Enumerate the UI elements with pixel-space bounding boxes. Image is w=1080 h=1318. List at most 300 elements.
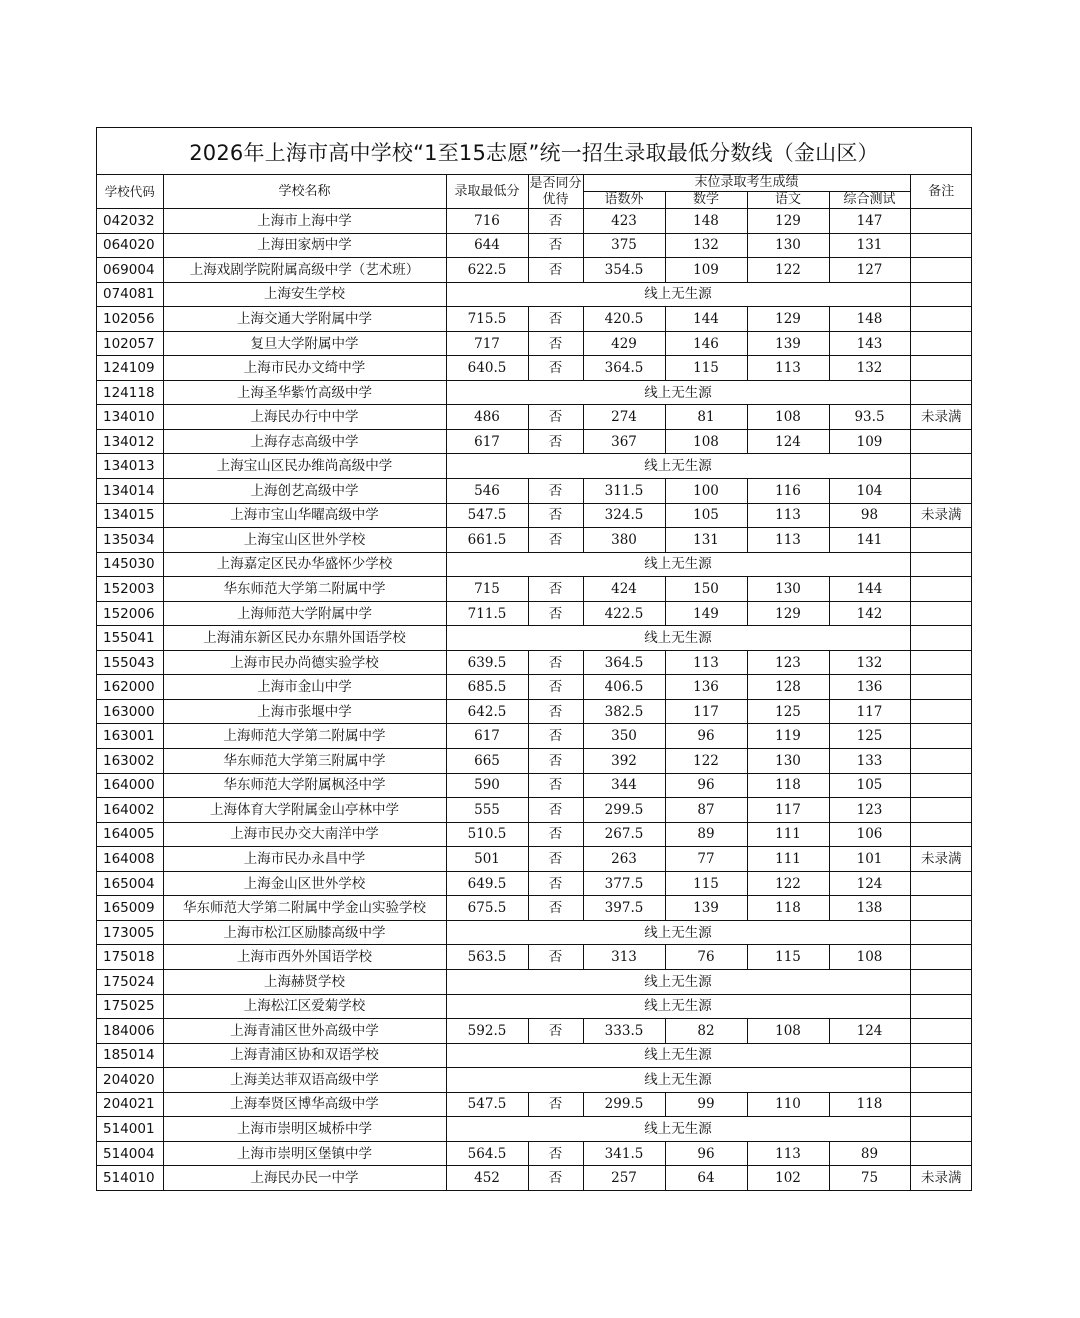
score-chinese: 129 bbox=[747, 601, 829, 626]
score-ysw: 350 bbox=[583, 724, 665, 749]
tie-priority: 否 bbox=[528, 258, 583, 283]
score-comprehensive: 132 bbox=[829, 650, 910, 675]
score-math: 131 bbox=[665, 528, 747, 553]
note-cell bbox=[910, 1141, 972, 1166]
school-name: 上海宝山区民办维尚高级中学 bbox=[163, 454, 446, 479]
score-math: 115 bbox=[665, 871, 747, 896]
score-chinese: 113 bbox=[747, 356, 829, 381]
score-chinese: 113 bbox=[747, 528, 829, 553]
no-applicants-cell: 线上无生源 bbox=[446, 626, 910, 651]
school-code: 102057 bbox=[97, 331, 163, 356]
table-row bbox=[97, 503, 972, 528]
school-name: 上海市民办文绮中学 bbox=[163, 356, 446, 381]
score-ysw: 377.5 bbox=[583, 871, 665, 896]
note-cell bbox=[910, 380, 972, 405]
table-row bbox=[97, 1117, 972, 1142]
table-row bbox=[97, 601, 972, 626]
tie-priority: 否 bbox=[528, 1141, 583, 1166]
note-cell bbox=[910, 724, 972, 749]
tie-priority: 否 bbox=[528, 1166, 583, 1190]
score-comprehensive: 123 bbox=[829, 798, 910, 823]
school-code: 514004 bbox=[97, 1141, 163, 1166]
score-ysw: 257 bbox=[583, 1166, 665, 1190]
header-code: 学校代码 bbox=[97, 175, 163, 209]
note-cell: 未录满 bbox=[910, 405, 972, 430]
score-ysw: 299.5 bbox=[583, 798, 665, 823]
min-score: 685.5 bbox=[446, 675, 528, 700]
note-cell bbox=[910, 454, 972, 479]
header-last-admitted: 末位录取考生成绩 bbox=[583, 175, 910, 192]
school-code: 175024 bbox=[97, 969, 163, 994]
table-row bbox=[97, 675, 972, 700]
note-cell bbox=[910, 699, 972, 724]
note-cell bbox=[910, 969, 972, 994]
tie-priority: 否 bbox=[528, 1019, 583, 1044]
table-row bbox=[97, 429, 972, 454]
score-math: 96 bbox=[665, 773, 747, 798]
tie-priority: 否 bbox=[528, 749, 583, 774]
score-comprehensive: 106 bbox=[829, 822, 910, 847]
table-row bbox=[97, 994, 972, 1019]
table-row bbox=[97, 479, 972, 504]
table-row bbox=[97, 920, 972, 945]
table-row bbox=[97, 1141, 972, 1166]
school-code: 163001 bbox=[97, 724, 163, 749]
table-row bbox=[97, 749, 972, 774]
note-cell: 未录满 bbox=[910, 1166, 972, 1190]
score-chinese: 128 bbox=[747, 675, 829, 700]
school-code: 173005 bbox=[97, 920, 163, 945]
min-score: 715.5 bbox=[446, 307, 528, 332]
tie-priority: 否 bbox=[528, 307, 583, 332]
school-code: 155043 bbox=[97, 650, 163, 675]
min-score: 675.5 bbox=[446, 896, 528, 921]
score-math: 109 bbox=[665, 258, 747, 283]
score-math: 144 bbox=[665, 307, 747, 332]
note-cell bbox=[910, 1117, 972, 1142]
header-chinese: 语文 bbox=[747, 192, 829, 209]
tie-priority: 否 bbox=[528, 798, 583, 823]
tie-priority: 否 bbox=[528, 847, 583, 872]
tie-priority: 否 bbox=[528, 528, 583, 553]
score-comprehensive: 147 bbox=[829, 209, 910, 234]
min-score: 717 bbox=[446, 331, 528, 356]
score-math: 136 bbox=[665, 675, 747, 700]
score-math: 96 bbox=[665, 724, 747, 749]
score-math: 113 bbox=[665, 650, 747, 675]
note-cell: 未录满 bbox=[910, 847, 972, 872]
school-name: 上海赫贤学校 bbox=[163, 969, 446, 994]
min-score: 644 bbox=[446, 233, 528, 258]
score-chinese: 111 bbox=[747, 847, 829, 872]
note-cell bbox=[910, 528, 972, 553]
min-score: 555 bbox=[446, 798, 528, 823]
school-name: 上海安生学校 bbox=[163, 282, 446, 307]
school-name: 上海市松江区励膝高级中学 bbox=[163, 920, 446, 945]
score-comprehensive: 105 bbox=[829, 773, 910, 798]
school-name: 华东师范大学附属枫泾中学 bbox=[163, 773, 446, 798]
score-ysw: 429 bbox=[583, 331, 665, 356]
score-math: 99 bbox=[665, 1092, 747, 1117]
score-chinese: 110 bbox=[747, 1092, 829, 1117]
tie-priority: 否 bbox=[528, 405, 583, 430]
score-chinese: 118 bbox=[747, 896, 829, 921]
school-name: 上海市上海中学 bbox=[163, 209, 446, 234]
school-code: 164008 bbox=[97, 847, 163, 872]
score-math: 149 bbox=[665, 601, 747, 626]
score-ysw: 382.5 bbox=[583, 699, 665, 724]
no-applicants-cell: 线上无生源 bbox=[446, 282, 910, 307]
school-name: 上海市金山中学 bbox=[163, 675, 446, 700]
note-cell bbox=[910, 1043, 972, 1068]
no-applicants-cell: 线上无生源 bbox=[446, 920, 910, 945]
school-name: 上海美达菲双语高级中学 bbox=[163, 1068, 446, 1093]
score-ysw: 311.5 bbox=[583, 479, 665, 504]
tie-priority: 否 bbox=[528, 773, 583, 798]
note-cell bbox=[910, 233, 972, 258]
school-code: 069004 bbox=[97, 258, 163, 283]
score-math: 96 bbox=[665, 1141, 747, 1166]
min-score: 649.5 bbox=[446, 871, 528, 896]
school-name: 上海嘉定区民办华盛怀少学校 bbox=[163, 552, 446, 577]
school-code: 514010 bbox=[97, 1166, 163, 1190]
score-comprehensive: 124 bbox=[829, 1019, 910, 1044]
score-chinese: 129 bbox=[747, 209, 829, 234]
school-code: 134010 bbox=[97, 405, 163, 430]
school-name: 上海市民办交大南洋中学 bbox=[163, 822, 446, 847]
note-cell bbox=[910, 773, 972, 798]
score-comprehensive: 117 bbox=[829, 699, 910, 724]
min-score: 617 bbox=[446, 724, 528, 749]
score-math: 77 bbox=[665, 847, 747, 872]
table-row bbox=[97, 209, 972, 234]
school-name: 上海圣华紫竹高级中学 bbox=[163, 380, 446, 405]
school-name: 上海交通大学附属中学 bbox=[163, 307, 446, 332]
school-code: 204020 bbox=[97, 1068, 163, 1093]
note-cell bbox=[910, 994, 972, 1019]
header-tie: 是否同分优待 bbox=[529, 175, 582, 207]
header-comprehensive: 综合测试 bbox=[829, 192, 910, 209]
school-code: 152006 bbox=[97, 601, 163, 626]
score-math: 139 bbox=[665, 896, 747, 921]
score-math: 148 bbox=[665, 209, 747, 234]
table-row bbox=[97, 1019, 972, 1044]
min-score: 640.5 bbox=[446, 356, 528, 381]
school-name: 上海戏剧学院附属高级中学（艺术班） bbox=[163, 258, 446, 283]
score-chinese: 119 bbox=[747, 724, 829, 749]
school-code: 134012 bbox=[97, 429, 163, 454]
score-chinese: 130 bbox=[747, 749, 829, 774]
school-code: 185014 bbox=[97, 1043, 163, 1068]
score-comprehensive: 142 bbox=[829, 601, 910, 626]
school-name: 上海体育大学附属金山亭林中学 bbox=[163, 798, 446, 823]
school-code: 152003 bbox=[97, 577, 163, 602]
min-score: 547.5 bbox=[446, 503, 528, 528]
tie-priority: 否 bbox=[528, 479, 583, 504]
school-name: 上海创艺高级中学 bbox=[163, 479, 446, 504]
score-comprehensive: 93.5 bbox=[829, 405, 910, 430]
score-comprehensive: 131 bbox=[829, 233, 910, 258]
tie-priority: 否 bbox=[528, 577, 583, 602]
score-math: 87 bbox=[665, 798, 747, 823]
school-name: 上海民办行中中学 bbox=[163, 405, 446, 430]
score-math: 115 bbox=[665, 356, 747, 381]
note-cell bbox=[910, 626, 972, 651]
school-name: 上海师范大学第二附属中学 bbox=[163, 724, 446, 749]
tie-priority: 否 bbox=[528, 699, 583, 724]
score-chinese: 102 bbox=[747, 1166, 829, 1190]
note-cell bbox=[910, 577, 972, 602]
score-math: 108 bbox=[665, 429, 747, 454]
note-cell bbox=[910, 429, 972, 454]
score-comprehensive: 101 bbox=[829, 847, 910, 872]
header-math: 数学 bbox=[665, 192, 747, 209]
school-name: 上海市西外外国语学校 bbox=[163, 945, 446, 970]
min-score: 622.5 bbox=[446, 258, 528, 283]
min-score: 665 bbox=[446, 749, 528, 774]
score-ysw: 423 bbox=[583, 209, 665, 234]
tie-priority: 否 bbox=[528, 601, 583, 626]
school-code: 102056 bbox=[97, 307, 163, 332]
table-row bbox=[97, 945, 972, 970]
score-comprehensive: 127 bbox=[829, 258, 910, 283]
tie-priority: 否 bbox=[528, 209, 583, 234]
no-applicants-cell: 线上无生源 bbox=[446, 994, 910, 1019]
school-code: 074081 bbox=[97, 282, 163, 307]
score-math: 64 bbox=[665, 1166, 747, 1190]
page-title: 2026年上海市高中学校“1至15志愿”统一招生录取最低分数线（金山区） bbox=[97, 128, 971, 175]
no-applicants-cell: 线上无生源 bbox=[446, 1117, 910, 1142]
note-cell bbox=[910, 822, 972, 847]
score-math: 100 bbox=[665, 479, 747, 504]
score-chinese: 124 bbox=[747, 429, 829, 454]
min-score: 661.5 bbox=[446, 528, 528, 553]
score-ysw: 267.5 bbox=[583, 822, 665, 847]
school-code: 165009 bbox=[97, 896, 163, 921]
min-score: 510.5 bbox=[446, 822, 528, 847]
score-chinese: 113 bbox=[747, 1141, 829, 1166]
score-comprehensive: 124 bbox=[829, 871, 910, 896]
min-score: 716 bbox=[446, 209, 528, 234]
no-applicants-cell: 线上无生源 bbox=[446, 552, 910, 577]
min-score: 642.5 bbox=[446, 699, 528, 724]
note-cell: 未录满 bbox=[910, 503, 972, 528]
table-row bbox=[97, 454, 972, 479]
school-name: 上海市崇明区城桥中学 bbox=[163, 1117, 446, 1142]
min-score: 547.5 bbox=[446, 1092, 528, 1117]
min-score: 563.5 bbox=[446, 945, 528, 970]
school-code: 164000 bbox=[97, 773, 163, 798]
note-cell bbox=[910, 1092, 972, 1117]
table-row bbox=[97, 1043, 972, 1068]
score-ysw: 375 bbox=[583, 233, 665, 258]
table-row bbox=[97, 847, 972, 872]
score-math: 117 bbox=[665, 699, 747, 724]
score-chinese: 111 bbox=[747, 822, 829, 847]
score-chinese: 116 bbox=[747, 479, 829, 504]
school-code: 175025 bbox=[97, 994, 163, 1019]
tie-priority: 否 bbox=[528, 871, 583, 896]
note-cell bbox=[910, 479, 972, 504]
school-code: 204021 bbox=[97, 1092, 163, 1117]
score-ysw: 313 bbox=[583, 945, 665, 970]
score-chinese: 108 bbox=[747, 1019, 829, 1044]
score-ysw: 324.5 bbox=[583, 503, 665, 528]
school-name: 上海市宝山华曜高级中学 bbox=[163, 503, 446, 528]
score-comprehensive: 89 bbox=[829, 1141, 910, 1166]
score-comprehensive: 98 bbox=[829, 503, 910, 528]
score-chinese: 118 bbox=[747, 773, 829, 798]
tie-priority: 否 bbox=[528, 945, 583, 970]
school-code: 124118 bbox=[97, 380, 163, 405]
header-note: 备注 bbox=[910, 175, 972, 209]
note-cell bbox=[910, 650, 972, 675]
tie-priority: 否 bbox=[528, 650, 583, 675]
score-math: 82 bbox=[665, 1019, 747, 1044]
tie-priority: 否 bbox=[528, 1092, 583, 1117]
score-chinese: 129 bbox=[747, 307, 829, 332]
school-code: 163002 bbox=[97, 749, 163, 774]
score-ysw: 420.5 bbox=[583, 307, 665, 332]
min-score: 501 bbox=[446, 847, 528, 872]
min-score: 590 bbox=[446, 773, 528, 798]
min-score: 486 bbox=[446, 405, 528, 430]
score-comprehensive: 109 bbox=[829, 429, 910, 454]
score-ysw: 344 bbox=[583, 773, 665, 798]
school-name: 上海市崇明区堡镇中学 bbox=[163, 1141, 446, 1166]
table-row bbox=[97, 798, 972, 823]
note-cell bbox=[910, 601, 972, 626]
school-code: 134013 bbox=[97, 454, 163, 479]
note-cell bbox=[910, 896, 972, 921]
min-score: 592.5 bbox=[446, 1019, 528, 1044]
school-code: 134015 bbox=[97, 503, 163, 528]
score-math: 122 bbox=[665, 749, 747, 774]
score-comprehensive: 118 bbox=[829, 1092, 910, 1117]
no-applicants-cell: 线上无生源 bbox=[446, 380, 910, 405]
min-score: 546 bbox=[446, 479, 528, 504]
score-math: 105 bbox=[665, 503, 747, 528]
table-row bbox=[97, 896, 972, 921]
school-name: 华东师范大学第二附属中学金山实验学校 bbox=[163, 896, 446, 921]
score-table bbox=[97, 175, 972, 1190]
table-row bbox=[97, 1068, 972, 1093]
min-score: 639.5 bbox=[446, 650, 528, 675]
school-name: 华东师范大学第二附属中学 bbox=[163, 577, 446, 602]
tie-priority: 否 bbox=[528, 356, 583, 381]
tie-priority: 否 bbox=[528, 822, 583, 847]
table-row bbox=[97, 724, 972, 749]
school-name: 上海市民办永昌中学 bbox=[163, 847, 446, 872]
school-name: 上海宝山区世外学校 bbox=[163, 528, 446, 553]
school-name: 上海市民办尚德实验学校 bbox=[163, 650, 446, 675]
school-name: 华东师范大学第三附属中学 bbox=[163, 749, 446, 774]
score-ysw: 333.5 bbox=[583, 1019, 665, 1044]
score-ysw: 422.5 bbox=[583, 601, 665, 626]
note-cell bbox=[910, 1019, 972, 1044]
table-row bbox=[97, 650, 972, 675]
note-cell bbox=[910, 749, 972, 774]
score-chinese: 123 bbox=[747, 650, 829, 675]
score-ysw: 380 bbox=[583, 528, 665, 553]
note-cell bbox=[910, 1068, 972, 1093]
table-row bbox=[97, 822, 972, 847]
score-ysw: 367 bbox=[583, 429, 665, 454]
school-code: 135034 bbox=[97, 528, 163, 553]
score-ysw: 364.5 bbox=[583, 650, 665, 675]
note-cell bbox=[910, 675, 972, 700]
table-body bbox=[97, 209, 972, 1190]
table-row bbox=[97, 528, 972, 553]
note-cell bbox=[910, 798, 972, 823]
table-row bbox=[97, 258, 972, 283]
school-name: 上海存志高级中学 bbox=[163, 429, 446, 454]
score-ysw: 263 bbox=[583, 847, 665, 872]
note-cell bbox=[910, 356, 972, 381]
score-comprehensive: 104 bbox=[829, 479, 910, 504]
score-chinese: 125 bbox=[747, 699, 829, 724]
score-table-sheet bbox=[96, 127, 972, 1191]
score-math: 132 bbox=[665, 233, 747, 258]
score-chinese: 130 bbox=[747, 233, 829, 258]
table-row bbox=[97, 356, 972, 381]
school-code: 184006 bbox=[97, 1019, 163, 1044]
note-cell bbox=[910, 945, 972, 970]
score-comprehensive: 148 bbox=[829, 307, 910, 332]
tie-priority: 否 bbox=[528, 724, 583, 749]
tie-priority: 否 bbox=[528, 331, 583, 356]
school-name: 上海师范大学附属中学 bbox=[163, 601, 446, 626]
min-score: 711.5 bbox=[446, 601, 528, 626]
table-row bbox=[97, 626, 972, 651]
score-chinese: 108 bbox=[747, 405, 829, 430]
score-comprehensive: 138 bbox=[829, 896, 910, 921]
score-ysw: 397.5 bbox=[583, 896, 665, 921]
table-row bbox=[97, 380, 972, 405]
school-name: 上海市张堰中学 bbox=[163, 699, 446, 724]
school-code: 134014 bbox=[97, 479, 163, 504]
tie-priority: 否 bbox=[528, 896, 583, 921]
table-row bbox=[97, 1092, 972, 1117]
tie-priority: 否 bbox=[528, 233, 583, 258]
score-comprehensive: 141 bbox=[829, 528, 910, 553]
tie-priority: 否 bbox=[528, 675, 583, 700]
score-math: 81 bbox=[665, 405, 747, 430]
school-name: 上海奉贤区博华高级中学 bbox=[163, 1092, 446, 1117]
score-ysw: 406.5 bbox=[583, 675, 665, 700]
school-code: 162000 bbox=[97, 675, 163, 700]
min-score: 564.5 bbox=[446, 1141, 528, 1166]
header-name: 学校名称 bbox=[163, 175, 446, 209]
no-applicants-cell: 线上无生源 bbox=[446, 454, 910, 479]
school-name: 上海民办民一中学 bbox=[163, 1166, 446, 1190]
table-row bbox=[97, 969, 972, 994]
table-row bbox=[97, 699, 972, 724]
score-chinese: 122 bbox=[747, 871, 829, 896]
school-name: 上海松江区爱菊学校 bbox=[163, 994, 446, 1019]
score-chinese: 139 bbox=[747, 331, 829, 356]
school-code: 155041 bbox=[97, 626, 163, 651]
school-code: 163000 bbox=[97, 699, 163, 724]
score-comprehensive: 133 bbox=[829, 749, 910, 774]
school-name: 上海青浦区世外高级中学 bbox=[163, 1019, 446, 1044]
score-math: 146 bbox=[665, 331, 747, 356]
school-code: 064020 bbox=[97, 233, 163, 258]
no-applicants-cell: 线上无生源 bbox=[446, 1068, 910, 1093]
score-chinese: 122 bbox=[747, 258, 829, 283]
header-min-score: 录取最低分 bbox=[446, 175, 528, 209]
table-row bbox=[97, 1166, 972, 1190]
